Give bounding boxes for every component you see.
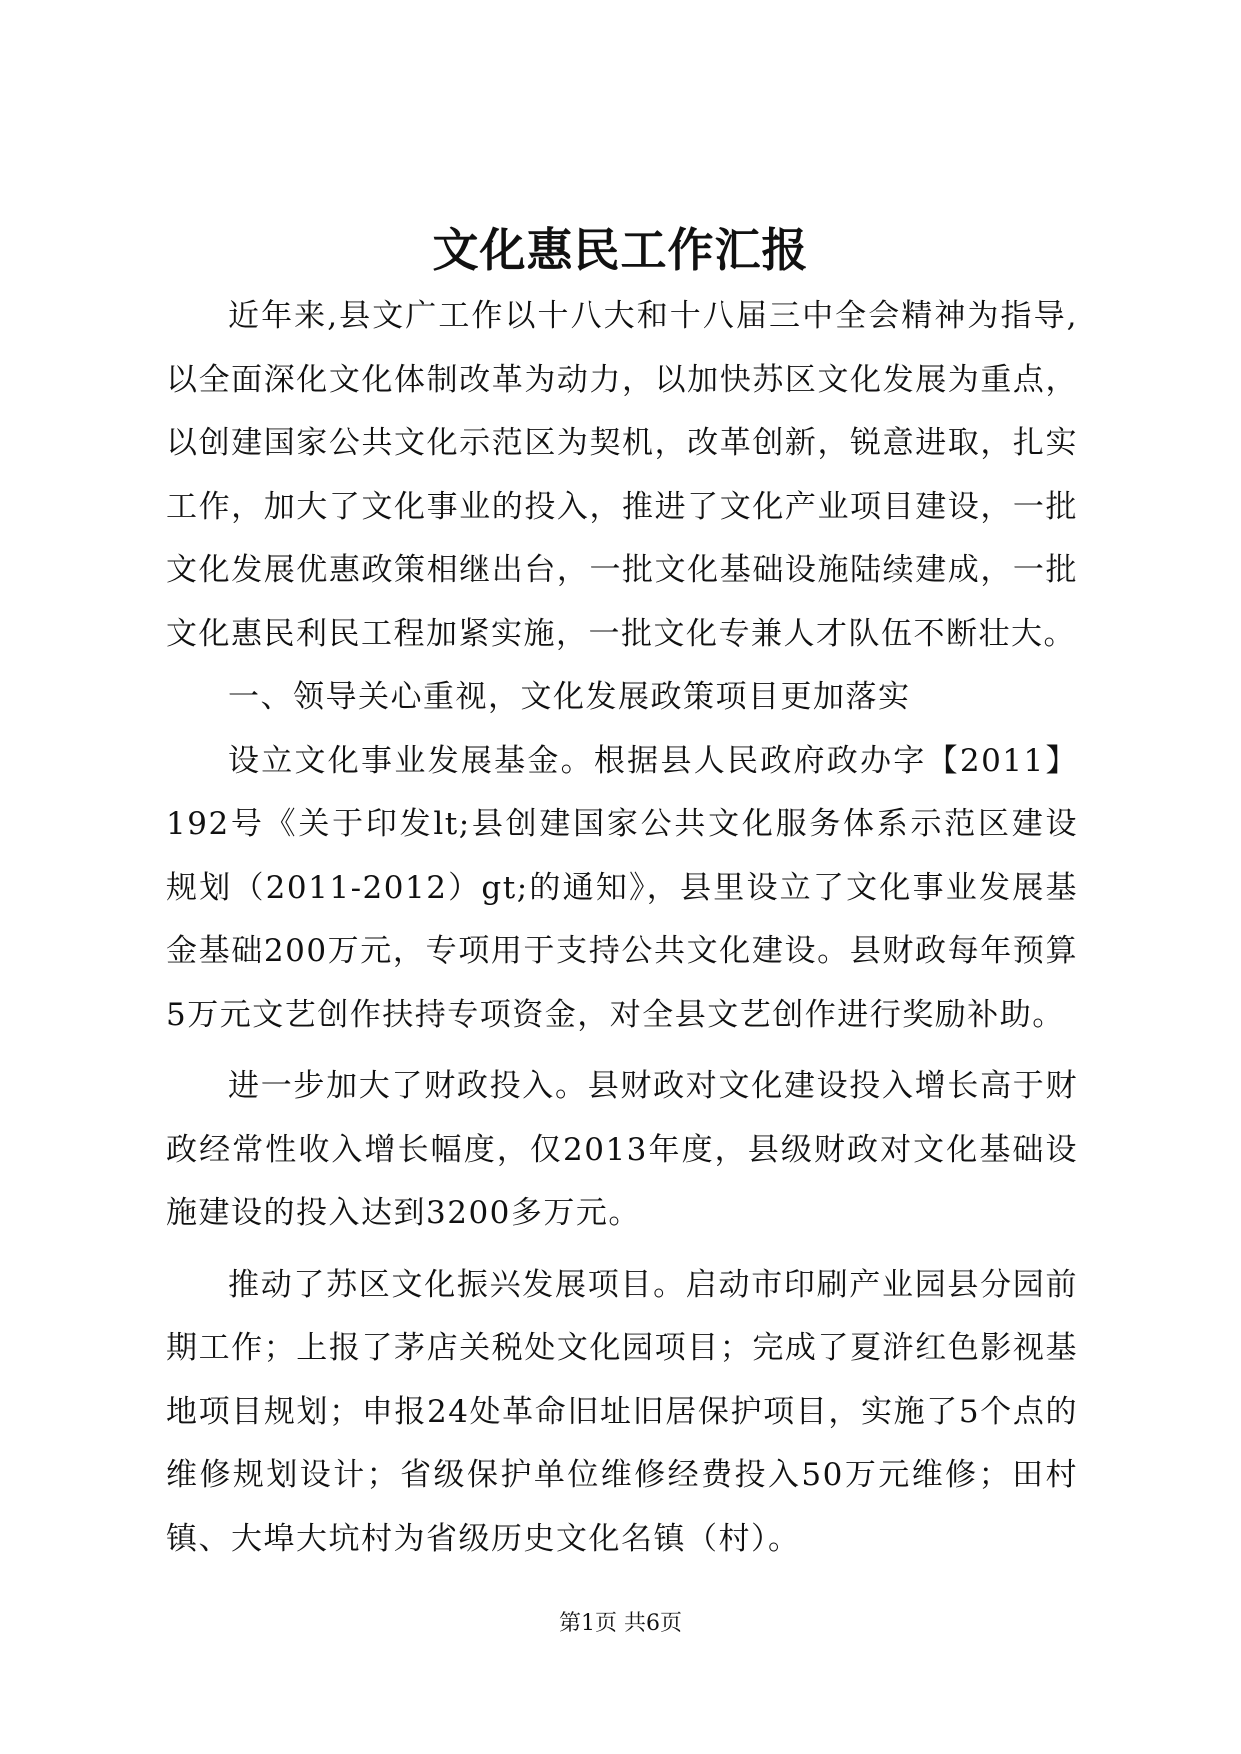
section-heading: 一、领导关心重视，文化发展政策项目更加落实 (228, 679, 911, 715)
paragraph-projects: 推动了苏区文化振兴发展项目。启动市印刷产业园县分园前期工作；上报了茅店关税处文化园项目；完成了夏浒红色影视基地项目规划；申报24处革命旧址旧居保护项目，实施了5个点的维修规划设计；省级保护单位维修经费投入50万元维修；田村镇、大埠大坑村为省级历史文化名镇（村）。 (166, 1266, 1078, 1557)
paragraph-intro: 近年来,县文广工作以十八大和十八届三中全会精神为指导,以全面深化文化体制改革为动力，以加快苏区文化发展为重点，以创建国家公共文化示范区为契机，改革创新，锐意进取，扎实工作，加大了文化事业的投入，推进了文化产业项目建设，一批文化发展优惠政策相继出台，一批文化基础设施陆续建成，一批文化惠民利民工程加紧实施，一批文化专兼人才队伍不断壮大。 (166, 298, 1078, 652)
page-number-footer: 第1页 共6页 (559, 1611, 682, 1636)
paragraph-finance: 进一步加大了财政投入。县财政对文化建设投入增长高于财政经常性收入增长幅度，仅2013年度，县级财政对文化基础设施建设的投入达到3200多万元。 (166, 1068, 1078, 1231)
document-body (166, 285, 1078, 1571)
paragraph-fund: 设立文化事业发展基金。根据县人民政府政办字【2011】192号《关于印发lt;县创建国家公共文化服务体系示范区建设规划（2011-2012）gt;的通知》，县里设立了文化事业发展基金基础200万元，专项用于支持公共文化建设。县财政每年预算5万元文艺创作扶持专项资金，对全县文艺创作进行奖励补助。 (166, 742, 1078, 1033)
document-title: 文化惠民工作汇报 (432, 223, 809, 277)
